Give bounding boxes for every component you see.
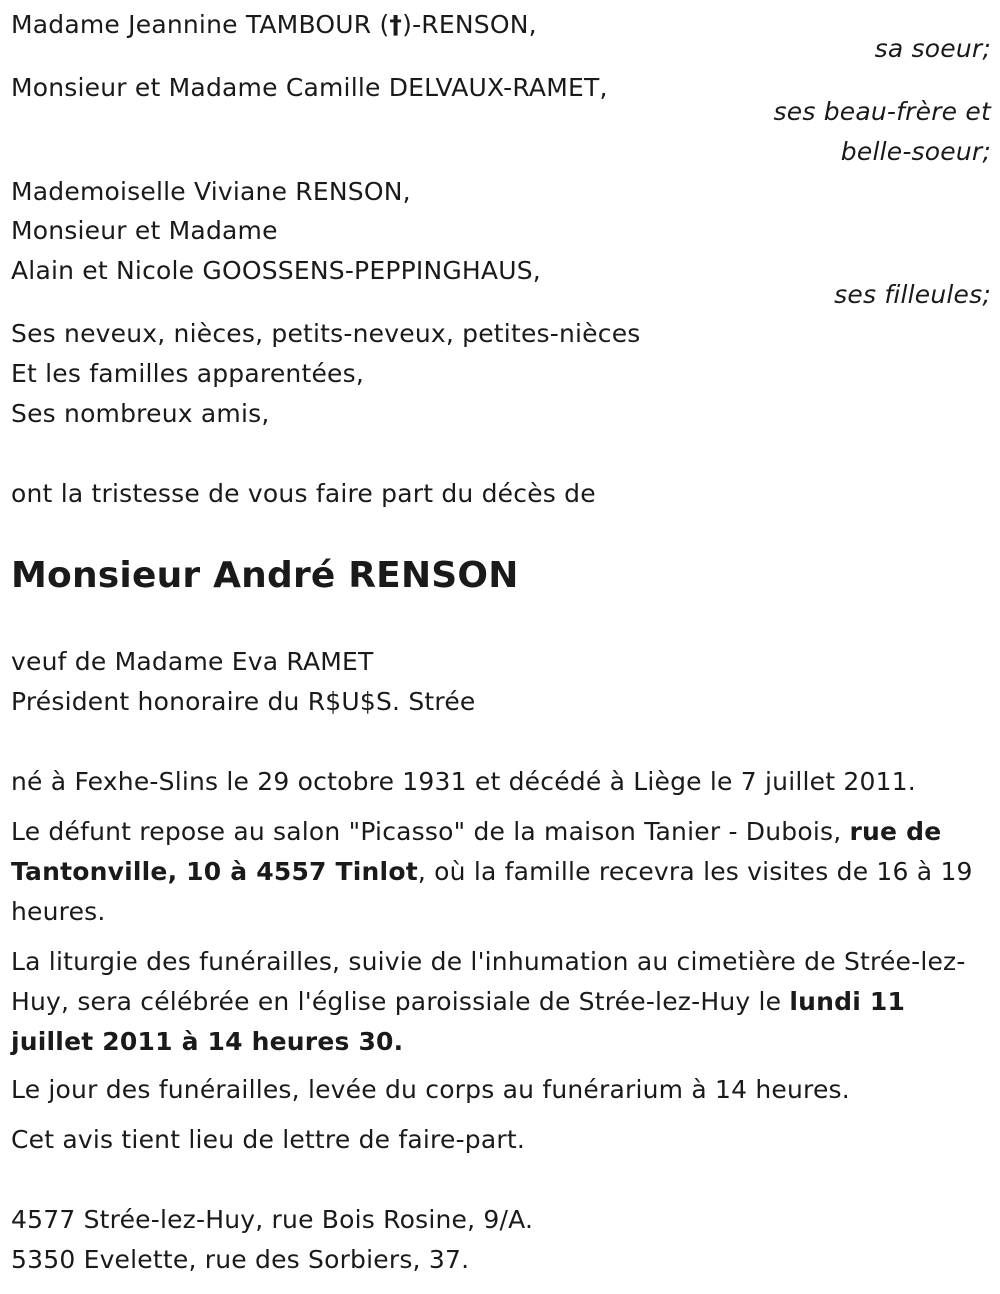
notice: Cet avis tient lieu de lettre de faire-part.: [11, 1125, 526, 1154]
others-line1: Ses neveux, nièces, petits-neveux, petites-nièces: [11, 319, 641, 348]
announcement: ont la tristesse de vous faire part du décès de: [11, 479, 596, 508]
sister-name-prefix: Madame Jeannine TAMBOUR (: [11, 10, 390, 39]
liturgy-text: La liturgie des funérailles, suivie de l'inhumation au cimetière de Strée-lez-Huy, sera célébrée en l'église paroissiale de Strée-lez-Huy le: [11, 947, 966, 1016]
repose-text-1: Le défunt repose au salon "Picasso" de la maison Tanier - Dubois,: [11, 817, 850, 846]
address-2: 5350 Evelette, rue des Sorbiers, 37.: [11, 1245, 470, 1274]
deceased-name: Monsieur André RENSON: [11, 555, 519, 596]
goddaughter-2-line1: Monsieur et Madame: [11, 216, 278, 245]
others-line3: Ses nombreux amis,: [11, 399, 270, 428]
goddaughters-relation: ses filleules;: [834, 280, 991, 309]
cross-icon: †: [389, 10, 403, 39]
sister-relation: sa soeur;: [874, 34, 991, 63]
inlaws-name: Monsieur et Madame Camille DELVAUX-RAMET,: [11, 73, 608, 102]
liturgy-paragraph: [11, 942, 976, 1062]
sister-name-suffix: )-RENSON,: [402, 10, 537, 39]
inlaws-relation-line1: ses beau-frère et: [773, 97, 991, 126]
inlaws-relation-line2: belle-soeur;: [840, 137, 991, 166]
deceased-title: Président honoraire du R$U$S. Strée: [11, 687, 476, 716]
widower-of: veuf de Madame Eva RAMET: [11, 647, 374, 676]
levee: Le jour des funérailles, levée du corps au funérarium à 14 heures.: [11, 1075, 850, 1104]
goddaughter-1: Mademoiselle Viviane RENSON,: [11, 177, 411, 206]
repose-text-2: , où la famille recevra les visites de 16 à 19 heures.: [11, 857, 973, 926]
address-1: 4577 Strée-lez-Huy, rue Bois Rosine, 9/A.: [11, 1205, 534, 1234]
birth-death: né à Fexhe-Slins le 29 octobre 1931 et décédé à Liège le 7 juillet 2011.: [11, 767, 916, 796]
repose-address: rue de Tantonville, 10 à 4557 Tinlot: [11, 817, 942, 886]
goddaughter-2-line2: Alain et Nicole GOOSSENS-PEPPINGHAUS,: [11, 256, 541, 285]
liturgy-date: lundi 11 juillet 2011 à 14 heures 30.: [11, 987, 906, 1056]
others-line2: Et les familles apparentées,: [11, 359, 364, 388]
repose-paragraph: [11, 812, 976, 932]
sister-line: [11, 10, 537, 40]
